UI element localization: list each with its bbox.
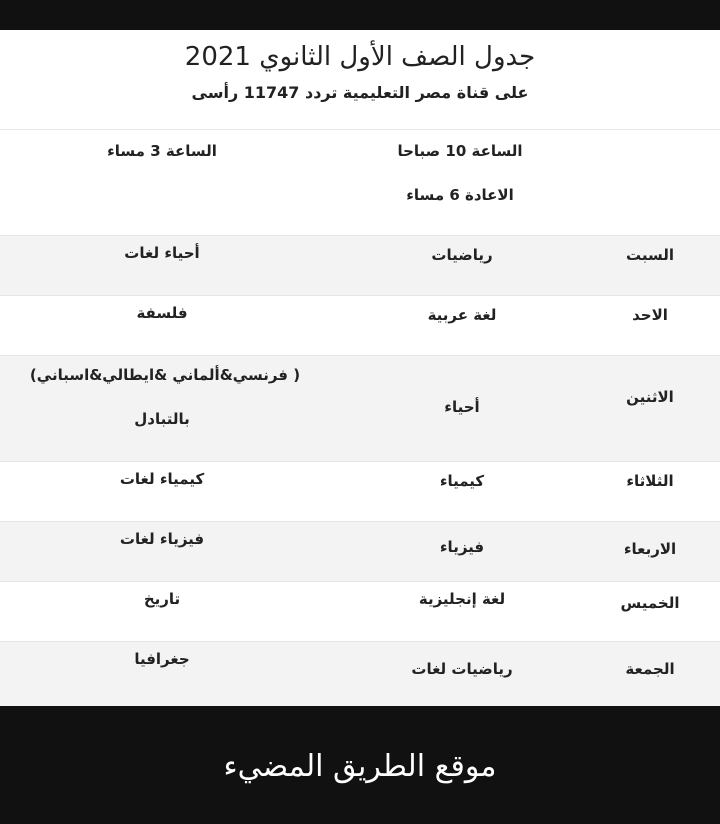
morning-subject: لغة عربية <box>427 306 497 324</box>
day-cell: الجمعة <box>625 660 675 678</box>
time-header-row <box>0 129 720 235</box>
schedule-title: جدول الصف الأول الثانوي 2021 <box>184 42 536 72</box>
morning-time: الساعة 10 صباحا <box>397 142 523 160</box>
day-cell: السبت <box>625 246 675 264</box>
table-row <box>0 641 720 706</box>
top-bar <box>0 0 720 30</box>
morning-subject: كيمياء <box>439 472 485 490</box>
table-row <box>0 521 720 581</box>
day-cell: الاثنين <box>626 388 674 406</box>
evening-subject: تاريخ <box>143 590 181 608</box>
day-cell: الخميس <box>620 594 680 612</box>
evening-time: الساعة 3 مساء <box>107 142 217 160</box>
table-row <box>0 355 720 461</box>
morning-subject: رياضيات <box>431 246 493 264</box>
schedule-sheet <box>0 30 720 706</box>
evening-subject-note: بالتبادل <box>134 410 190 428</box>
morning-subject: أحياء <box>444 398 480 416</box>
morning-subject: فيزياء <box>439 538 485 556</box>
morning-subject: لغة إنجليزية <box>418 590 506 608</box>
morning-repeat-time: الاعادة 6 مساء <box>406 186 514 204</box>
day-cell: الاحد <box>632 306 668 324</box>
evening-subject: كيمياء لغات <box>119 470 205 488</box>
table-row <box>0 461 720 521</box>
evening-subject: جغرافيا <box>134 650 190 668</box>
morning-subject: رياضيات لغات <box>411 660 513 678</box>
table-row <box>0 581 720 641</box>
evening-subject: أحياء لغات <box>124 244 200 262</box>
schedule-header <box>0 30 720 129</box>
day-cell: الثلاثاء <box>626 472 674 490</box>
table-row <box>0 295 720 355</box>
evening-subject: ( فرنسي&ألماني &ايطالي&اسباني) <box>29 366 301 384</box>
evening-subject: فلسفة <box>136 304 188 322</box>
day-cell: الاربعاء <box>623 540 677 558</box>
schedule-subtitle: على قناة مصر التعليمية تردد 11747 رأسى <box>191 83 529 102</box>
footer-banner <box>0 706 720 824</box>
site-name: موقع الطريق المضيء <box>223 749 497 784</box>
table-row <box>0 235 720 295</box>
evening-subject: فيزياء لغات <box>119 530 205 548</box>
